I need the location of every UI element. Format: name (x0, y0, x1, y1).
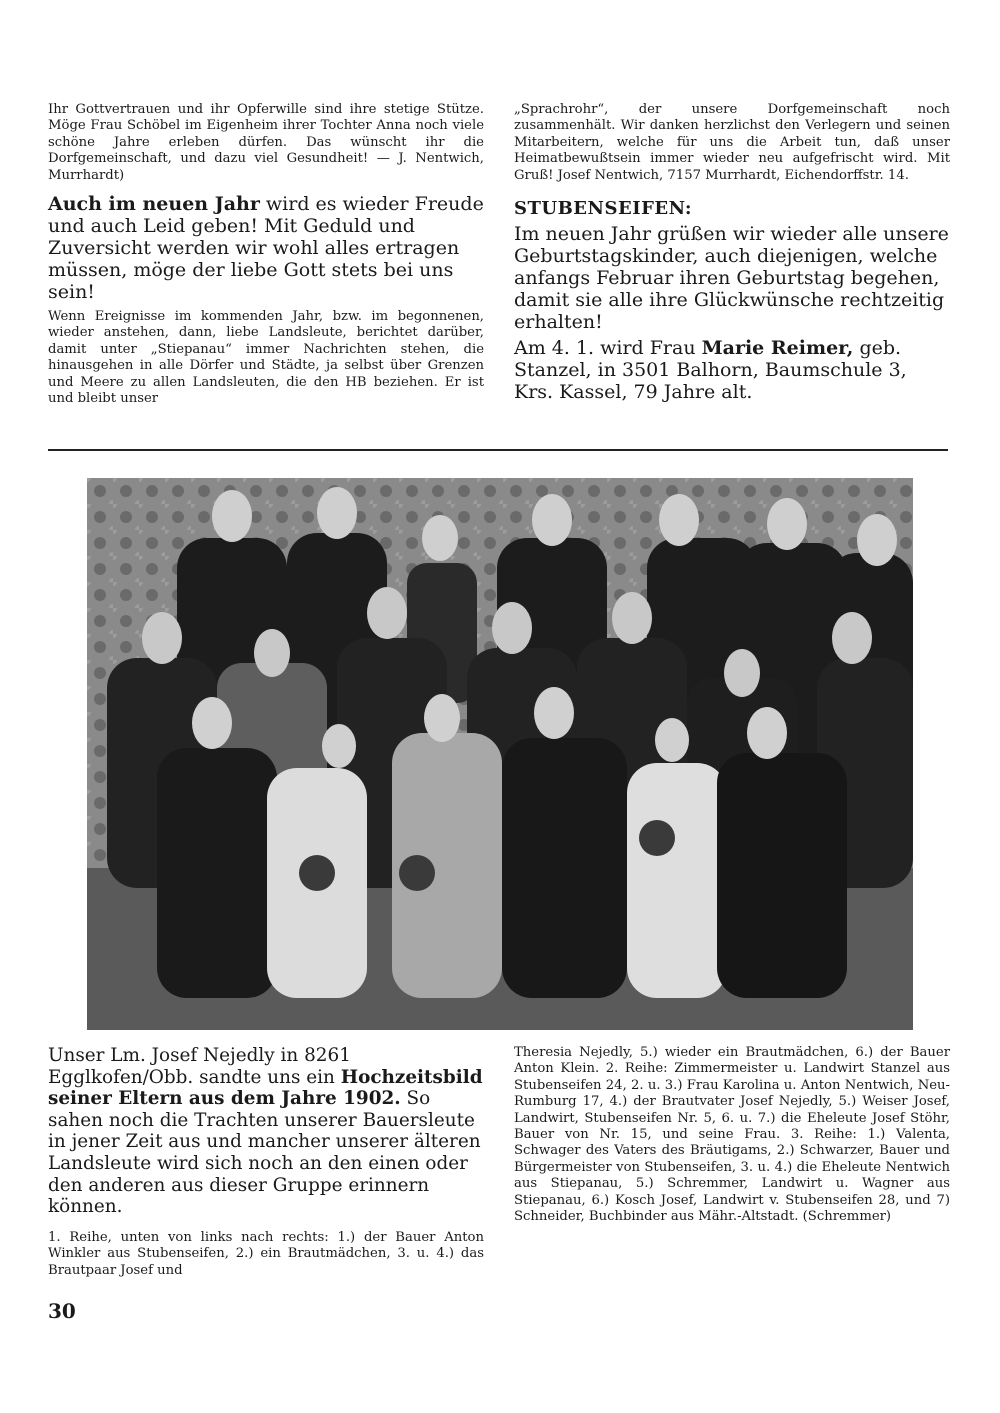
left-para-1: Ihr Gottvertrauen und ihr Opferwille sind ihre stetige Stütze. Möge Frau Schöbel im Eigenheim ihrer Tochter Anna noch viele schöne Jahre erleben dürfen. Das wünscht ihr die Dorfgemeinschaft, und dazu viel Gesundheit! — J. Nentwich, Murrhardt) (48, 102, 484, 183)
caption-intro-bold: Hochzeitsbild seiner Eltern aus dem Jahre 1902. (48, 1066, 483, 1110)
wedding-photo-graphic (87, 478, 913, 1030)
left-para-3: Wenn Ereignisse im kommenden Jahr, bzw. im begonnenen, wieder anstehen, dann, liebe Landsleute, berichtet darüber, damit unter „Stiepanau“ immer Nachrichten stehen, die hinausgehen in alle Dörfer und Städte, ja selbst über Grenzen und Meere zu allen Landsleuten, die den HB beziehen. Er ist und bleibt unser (48, 309, 484, 407)
page-number: 30 (48, 1299, 76, 1323)
right-para-3-b: geb. Stanzel, in 3501 Balhorn, Baumschule 3, Krs. Kassel, 79 Jahre alt. (514, 337, 907, 404)
section-heading: STUBENSEIFEN: (514, 198, 693, 220)
right-para-3-a: Am 4. 1. wird Frau (514, 337, 702, 360)
caption-intro-a: Unser Lm. Josef Nejedly in 8261 Egglkofen/Obb. sandte uns ein (48, 1045, 351, 1088)
right-para-3 (514, 337, 950, 403)
caption-list-continued: Theresia Nejedly, 5.) wieder ein Brautmädchen, 6.) der Bauer Anton Klein. 2. Reihe: Zimmermeister u. Landwirt Stanzel aus Stubenseifen 24, 2. u. 3.) Frau Karolina u. Anton Nentwich, Neu-Rumburg 17, 4.) der Brautvater Josef Nejedly, 5.) Weiser Josef, Landwirt, Stubenseifen Nr. 5, 6. u. 7.) die Eheleute Josef Stöhr, Bauer von Nr. 15, und seine Frau. 3. Reihe: 1.) Valenta, Schwager des Vaters des Bräutigams, 2.) Schwarzer, Bauer und Bürgermeister von Stubenseifen, 3. u. 4.) die Eheleute Nentwich aus Stiepanau, 5.) Schremmer, Landwirt u. Wagner aus Stiepanau, 6.) Kosch Josef, Landwirt v. Stubenseifen 28, und 7) Schneider, Buchbinder aus Mähr.-Altstadt. (Schremmer) (514, 1045, 950, 1225)
right-para-3-bold: Marie Reimer, (701, 337, 854, 360)
left-para-2-rest: wird es wieder Freude und auch Leid geben! Mit Geduld und Zuversicht werden wir wohl alles ertragen müssen, möge der liebe Gott stets bei uns sein! (48, 193, 484, 304)
left-para-2 (48, 193, 484, 303)
caption-intro (48, 1045, 484, 1218)
right-para-1: „Sprachrohr“, der unsere Dorfgemeinschaft noch zusammenhält. Wir danken herzlichst den Verlegern und seinen Mitarbeitern, welche für uns die Arbeit tun, daß unser Heimatbewußtsein immer wieder neu aufgefrischt wird. Mit Gruß! Josef Nentwich, 7157 Murrhardt, Eichendorffstr. 14. (514, 102, 950, 183)
right-top-column (514, 102, 950, 403)
caption-intro-b: So sahen noch die Trachten unserer Bauersleute in jener Zeit aus und mancher unserer älteren Landsleute wird sich noch an den einen oder den anderen aus dieser Gruppe erinnern können. (48, 1088, 481, 1218)
caption-left-column (48, 1045, 484, 1279)
left-top-column (48, 102, 484, 407)
right-para-2: Im neuen Jahr grüßen wir wieder alle unsere Geburtstagskinder, auch diejenigen, welche anfangs Februar ihren Geburtstag begehen, damit sie alle ihre Glückwünsche rechtzeitig erhalten! (514, 223, 949, 334)
caption-list-start: 1. Reihe, unten von links nach rechts: 1.) der Bauer Anton Winkler aus Stubenseifen, 2.) ein Brautmädchen, 3. u. 4.) das Brautpaar Josef und (48, 1229, 484, 1278)
section-divider (48, 449, 948, 451)
wedding-photo (87, 478, 913, 1030)
left-para-2-bold: Auch im neuen Jahr (48, 193, 260, 216)
caption-right-column (514, 1045, 950, 1225)
